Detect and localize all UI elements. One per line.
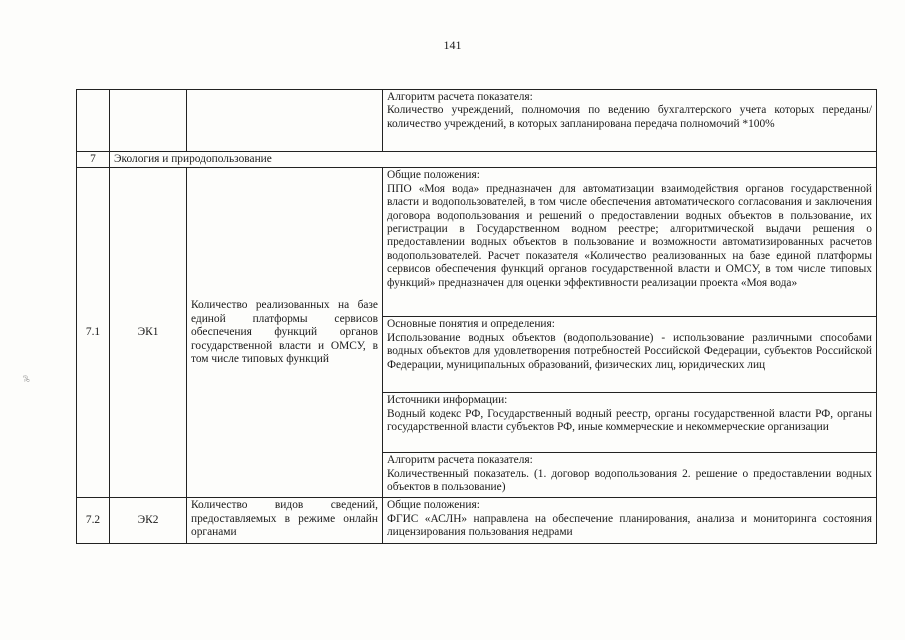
section-title: Экология и природопользование [110, 152, 877, 168]
indicators-table [76, 89, 877, 544]
sources-title: Источники информации: [387, 394, 508, 407]
row-number-cell [77, 90, 110, 152]
algorithm-title: Алгоритм расчета показателя: [387, 91, 533, 103]
concepts-cell [383, 317, 877, 393]
row-code-cell [110, 90, 187, 152]
row-number-7-2: 7.2 [77, 498, 110, 544]
general-provisions-title: Общие положения: [387, 169, 480, 182]
table-row-7-1-general [77, 168, 877, 317]
margin-mark: ᵹ∂ [22, 375, 30, 382]
algorithm-cell [383, 90, 877, 152]
general-provisions-text: ППО «Моя вода» предназначен для автоматизации взаимодействия органов государственной власти и водопользователей, в том числе обеспечения автоматического согласования и заключения договора водопользования и решений о предоставлении водных объектов в пользование, их регистрации в Государственном водном реестре; алгоритмической выдачи решения о предоставлении водных объектов в пользование и возможности автоматизированных расчетов водопользователей. Расчет показателя «Количество реализованных на базе единой платформы сервисов обеспечения функций органов государственной власти и ОМСУ, в том числе типовых функций» предназначен для оценки эффективности реализации проекта «Моя вода» [387, 182, 872, 289]
row-code: ЭК1 [110, 168, 187, 498]
table-row-continuation [77, 90, 877, 152]
section-number: 7 [77, 152, 110, 168]
table-row-7-2 [77, 498, 877, 544]
general-provisions-text-7-2: ФГИС «АСЛН» направлена на обеспечение планирования, анализа и мониторинга состояния лицензирования пользования недрами [387, 512, 872, 539]
general-provisions-cell [383, 168, 877, 317]
concepts-text: Использование водных объектов (водопользование) - использование различными способами водных объектов для удовлетворения потребностей Российской Федерации, субъектов Российской Федерации, муниципальных образований, физических лиц, юридических лиц [387, 331, 872, 371]
algorithm-text-7-1: Количественный показатель. (1. договор водопользования 2. решение о предоставлении водных объектов в пользование) [387, 467, 872, 494]
general-provisions-title-7-2: Общие положения: [387, 499, 480, 512]
general-provisions-cell-7-2 [383, 498, 877, 544]
row-number: 7.1 [77, 168, 110, 498]
algorithm-title-7-1: Алгоритм расчета показателя: [387, 454, 533, 467]
page-number: 141 [443, 38, 462, 52]
algorithm-text: Количество учреждений, полномочия по ведению бухгалтерского учета которых переданы/количество учреждений, в которых запланирована передача полномочий *100% [387, 104, 872, 130]
concepts-title: Основные понятия и определения: [387, 318, 555, 331]
indicator-name-7-2: Количество видов сведений, предоставляемых в режиме онлайн органами [187, 498, 383, 544]
sources-cell [383, 393, 877, 453]
algorithm-cell-7-1 [383, 453, 877, 498]
section-row [77, 152, 877, 168]
row-code-7-2: ЭК2 [110, 498, 187, 544]
row-indicator-cell [187, 90, 383, 152]
sources-text: Водный кодекс РФ, Государственный водный реестр, органы государственной власти РФ, органы государственной власти субъектов РФ, иные коммерческие и некоммерческие организации [387, 407, 872, 434]
indicator-name: Количество реализованных на базе единой платформы сервисов обеспечения функций органов государственной власти и ОМСУ, в том числе типовых функций [187, 168, 383, 498]
